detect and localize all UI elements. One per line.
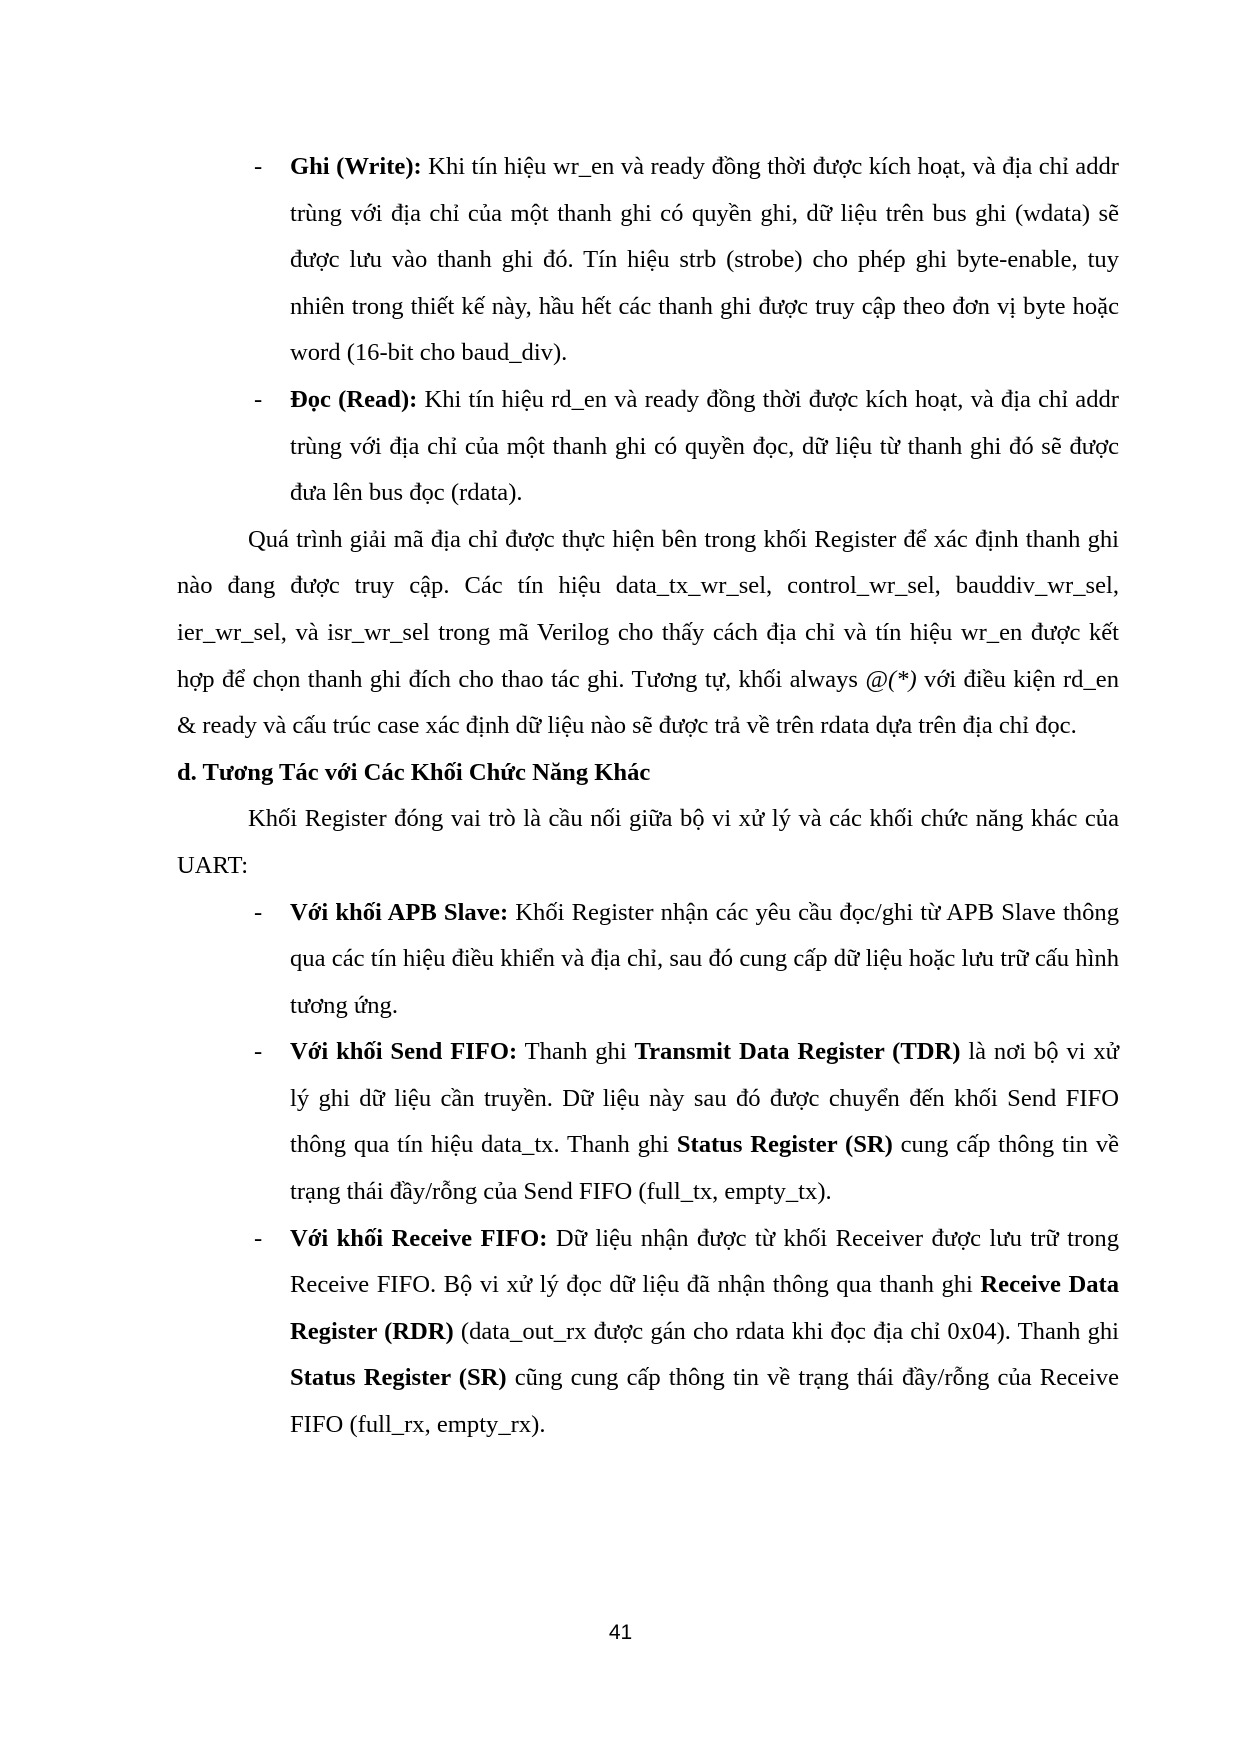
bullet-write [177,144,1119,377]
bullet-label-send: Với khối Send FIFO: [290,1038,518,1066]
bullet-dash: - [254,1224,263,1252]
bullet-apb-slave [177,890,1119,1030]
paragraph-decode-text-2: với điều kiện rd_en & ready và cấu trúc case xác định dữ liệu nào sẽ được trả về trên rdata dựa trên địa chỉ đọc. [177,665,1119,740]
bullet-bold-sr: Status Register (SR) [676,1131,893,1159]
paragraph-decode-italic: @(*) [865,665,917,693]
bullet-text-receive-3: cũng cung cấp thông tin về trạng thái đầy/rỗng của Receive FIFO (full_rx, empty_rx). [290,1364,1119,1439]
paragraph-address-decode [177,517,1119,750]
bullet-bold-rdr: Receive Data Register (RDR) [290,1271,1119,1345]
bullet-bold-sr-2: Status Register (SR) [290,1364,507,1392]
page-body [177,144,1119,1449]
bullet-text-write: Khi tín hiệu wr_en và ready đồng thời được kích hoạt, và địa chỉ addr trùng với địa chỉ của một thanh ghi có quyền ghi, dữ liệu trên bus ghi (wdata) sẽ được lưu vào thanh ghi đó. Tín hiệu strb (strobe) cho phép ghi byte-enable, tuy nhiên trong thiết kế này, hầu hết các thanh ghi được truy cập theo đơn vị byte hoặc word (16-bit cho baud_div). [290,153,1119,367]
bullet-send-fifo [177,1029,1119,1215]
bullet-text-receive-2: (data_out_rx được gán cho rdata khi đọc địa chỉ 0x04). Thanh ghi [453,1317,1119,1345]
paragraph-intro: Khối Register đóng vai trò là cầu nối giữa bộ vi xử lý và các khối chức năng khác của UART: [177,805,1119,879]
bullet-dash: - [254,385,263,413]
bullet-label-apb: Với khối APB Slave: [290,898,509,926]
page-number: 41 [608,1621,633,1644]
bullet-receive-fifo [177,1216,1119,1449]
bullet-label-read: Đọc (Read): [290,385,418,413]
bullet-text-send-2: là nơi bộ vi xử lý ghi dữ liệu cần truyền. Dữ liệu này sau đó được chuyển đến khối Send FIFO thông qua tín hiệu data_tx. Thanh ghi [290,1038,1119,1159]
bullet-label-receive: Với khối Receive FIFO: [290,1224,548,1252]
bullet-dash: - [254,1038,263,1066]
bullet-dash: - [254,153,263,180]
bullet-text-send-3: cung cấp thông tin về trạng thái đầy/rỗng của Send FIFO (full_tx, empty_tx). [290,1131,1119,1206]
bullet-bold-tdr: Transmit Data Register (TDR) [634,1038,961,1066]
paragraph-decode-text-1: Quá trình giải mã địa chỉ được thực hiện bên trong khối Register để xác định thanh ghi nào đang được truy cập. Các tín hiệu data_tx_wr_sel, control_wr_sel, bauddiv_wr_sel, ier_wr_sel, và isr_wr_sel trong mã Verilog cho thấy cách địa chỉ và tín hiệu wr_en được kết hợp để chọn thanh ghi đích cho thao tác ghi. Tương tự, khối always [177,525,1119,693]
bullet-text-apb: Khối Register nhận các yêu cầu đọc/ghi từ APB Slave thông qua các tín hiệu điều khiển và địa chỉ, sau đó cung cấp dữ liệu hoặc lưu trữ cấu hình tương ứng. [290,898,1119,1019]
bullet-read [177,377,1119,517]
bullet-text-read: Khi tín hiệu rd_en và ready đồng thời được kích hoạt, và địa chỉ addr trùng với địa chỉ của một thanh ghi có quyền đọc, dữ liệu từ thanh ghi đó sẽ được đưa lên bus đọc (rdata). [290,385,1119,507]
bullet-dash: - [254,898,263,926]
section-heading: d. Tương Tác với Các Khối Chức Năng Khác [177,758,651,786]
bullet-label-write: Ghi (Write): [290,153,422,180]
bullet-text-receive-1: Dữ liệu nhận được từ khối Receiver được lưu trữ trong Receive FIFO. Bộ vi xử lý đọc dữ liệu đã nhận thông qua thanh ghi [290,1224,1119,1299]
bullet-text-send-1: Thanh ghi [517,1038,635,1066]
